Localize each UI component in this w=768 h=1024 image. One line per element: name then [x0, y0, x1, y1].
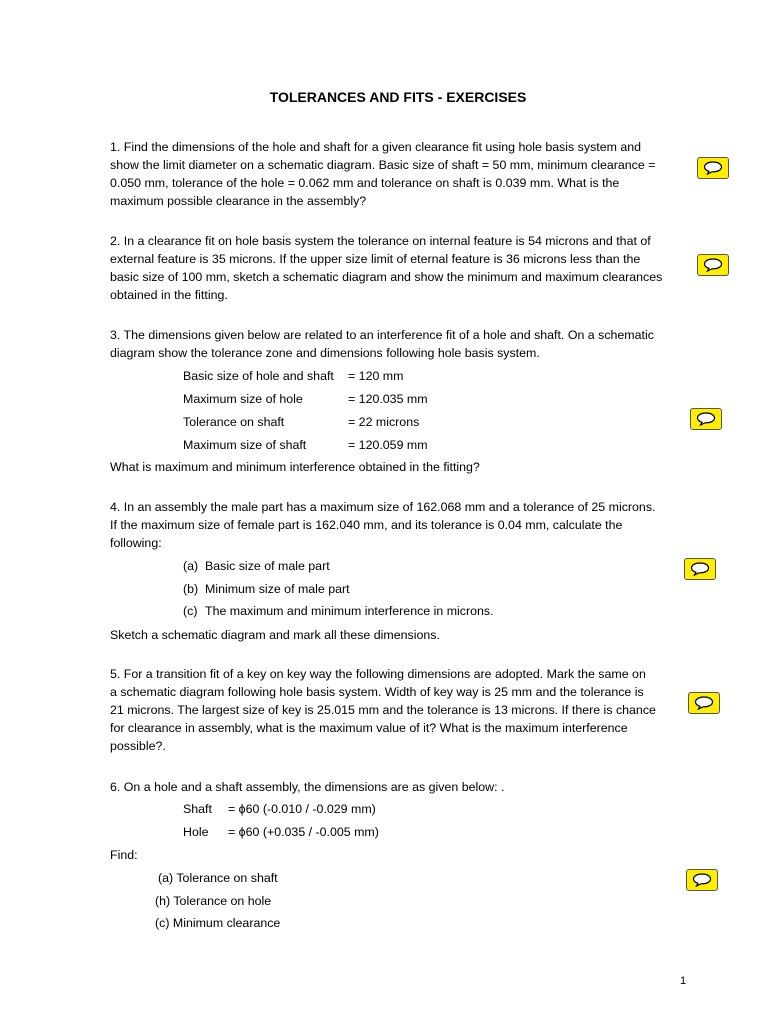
question-3 — [110, 326, 690, 362]
q4-line: following: — [110, 536, 162, 550]
q1-line: show the limit diameter on a schematic diagram. Basic size of shaft = 50 mm, minimum clearance = — [110, 158, 656, 172]
spec-label: Hole — [183, 825, 209, 839]
q5-line: for clearance in assembly, what is the maximum value of it? What is the maximum interference — [110, 721, 628, 735]
q3-question: What is maximum and minimum interference obtained in the fitting? — [110, 460, 480, 474]
q3-spec-row — [183, 367, 403, 385]
q4-item — [183, 557, 330, 575]
q2-line: obtained in the fitting. — [110, 288, 228, 302]
q3-spec-row — [183, 390, 428, 408]
page-title: TOLERANCES AND FITS - EXERCISES — [269, 89, 527, 105]
spec-label: Maximum size of shaft — [183, 438, 307, 452]
q5-line: 21 microns. The largest size of key is 25.015 mm and the tolerance is 13 microns. If there is chance — [110, 703, 656, 717]
q1-line: 1. Find the dimensions of the hole and shaft for a given clearance fit using hole basis system and — [110, 140, 642, 154]
item-text: The maximum and minimum interference in microns. — [205, 604, 494, 618]
spec-value: = ϕ60 (+0.035 / -0.005 mm) — [228, 825, 379, 839]
q4-item — [183, 580, 350, 598]
q6-spec-row — [183, 823, 379, 841]
item-text: Minimum size of male part — [205, 582, 350, 596]
spec-value: = ϕ60 (-0.010 / -0.029 mm) — [228, 802, 376, 816]
item-marker: (b) — [183, 582, 199, 596]
q5-line: possible?. — [110, 739, 166, 753]
spec-label: Tolerance on shaft — [183, 415, 285, 429]
page-number: 1 — [680, 975, 687, 987]
q3-line: 3. The dimensions given below are related to an interference fit of a hole and shaft. On a schematic — [110, 328, 654, 342]
q4-line: If the maximum size of female part is 162.040 mm, and its tolerance is 0.04 mm, calculate the — [110, 518, 623, 532]
question-6: 6. On a hole and a shaft assembly, the dimensions are as given below: . — [110, 780, 505, 794]
item-marker: (a) — [183, 559, 199, 573]
comment-note-icon[interactable] — [697, 157, 729, 179]
spec-label: Shaft — [183, 802, 212, 816]
q6-item: (c) Minimum clearance — [155, 916, 281, 930]
q2-line: 2. In a clearance fit on hole basis system the tolerance on internal feature is 54 microns and that of — [110, 234, 651, 248]
comment-note-icon[interactable] — [697, 254, 729, 276]
comment-note-icon[interactable] — [690, 408, 722, 430]
q6-item: (h) Tolerance on hole — [155, 894, 272, 908]
spec-label: Basic size of hole and shaft — [183, 369, 334, 383]
question-1 — [110, 138, 690, 210]
q3-line: diagram show the tolerance zone and dimensions following hole basis system. — [110, 346, 540, 360]
q5-line: a schematic diagram following hole basis system. Width of key way is 25 mm and the tolerance is — [110, 685, 644, 699]
q2-line: external feature is 35 microns. If the upper size limit of eternal feature is 36 microns less than the — [110, 252, 641, 266]
item-marker: (c) — [183, 604, 198, 618]
q4-closing: Sketch a schematic diagram and mark all these dimensions. — [110, 628, 440, 642]
q4-line: 4. In an assembly the male part has a maximum size of 162.068 mm and a tolerance of 25 microns. — [110, 500, 656, 514]
q1-line: 0.050 mm, tolerance of the hole = 0.062 mm and tolerance on shaft is 0.039 mm. What is the — [110, 176, 620, 190]
comment-note-icon[interactable] — [684, 558, 716, 580]
item-text: Basic size of male part — [205, 559, 330, 573]
spec-value: = 120.035 mm — [348, 392, 428, 406]
q2-line: basic size of 100 mm, sketch a schematic diagram and show the minimum and maximum clearances — [110, 270, 663, 284]
question-5 — [110, 665, 690, 755]
spec-value: = 120 mm — [348, 369, 404, 383]
comment-note-icon[interactable] — [688, 692, 720, 714]
question-4 — [110, 498, 690, 552]
q1-line: maximum possible clearance in the assembly? — [110, 194, 367, 208]
q5-line: 5. For a transition fit of a key on key way the following dimensions are adopted. Mark the same on — [110, 667, 646, 681]
spec-label: Maximum size of hole — [183, 392, 303, 406]
spec-value: = 120.059 mm — [348, 438, 428, 452]
q6-spec-row — [183, 800, 376, 818]
question-2 — [110, 232, 690, 304]
q6-item: (a) Tolerance on shaft — [158, 871, 278, 885]
q4-item — [183, 602, 494, 620]
q6-find-label: Find: — [110, 848, 138, 862]
q3-spec-row — [183, 436, 428, 454]
q3-spec-row — [183, 413, 419, 431]
comment-note-icon[interactable] — [686, 869, 718, 891]
spec-value: = 22 microns — [348, 415, 420, 429]
